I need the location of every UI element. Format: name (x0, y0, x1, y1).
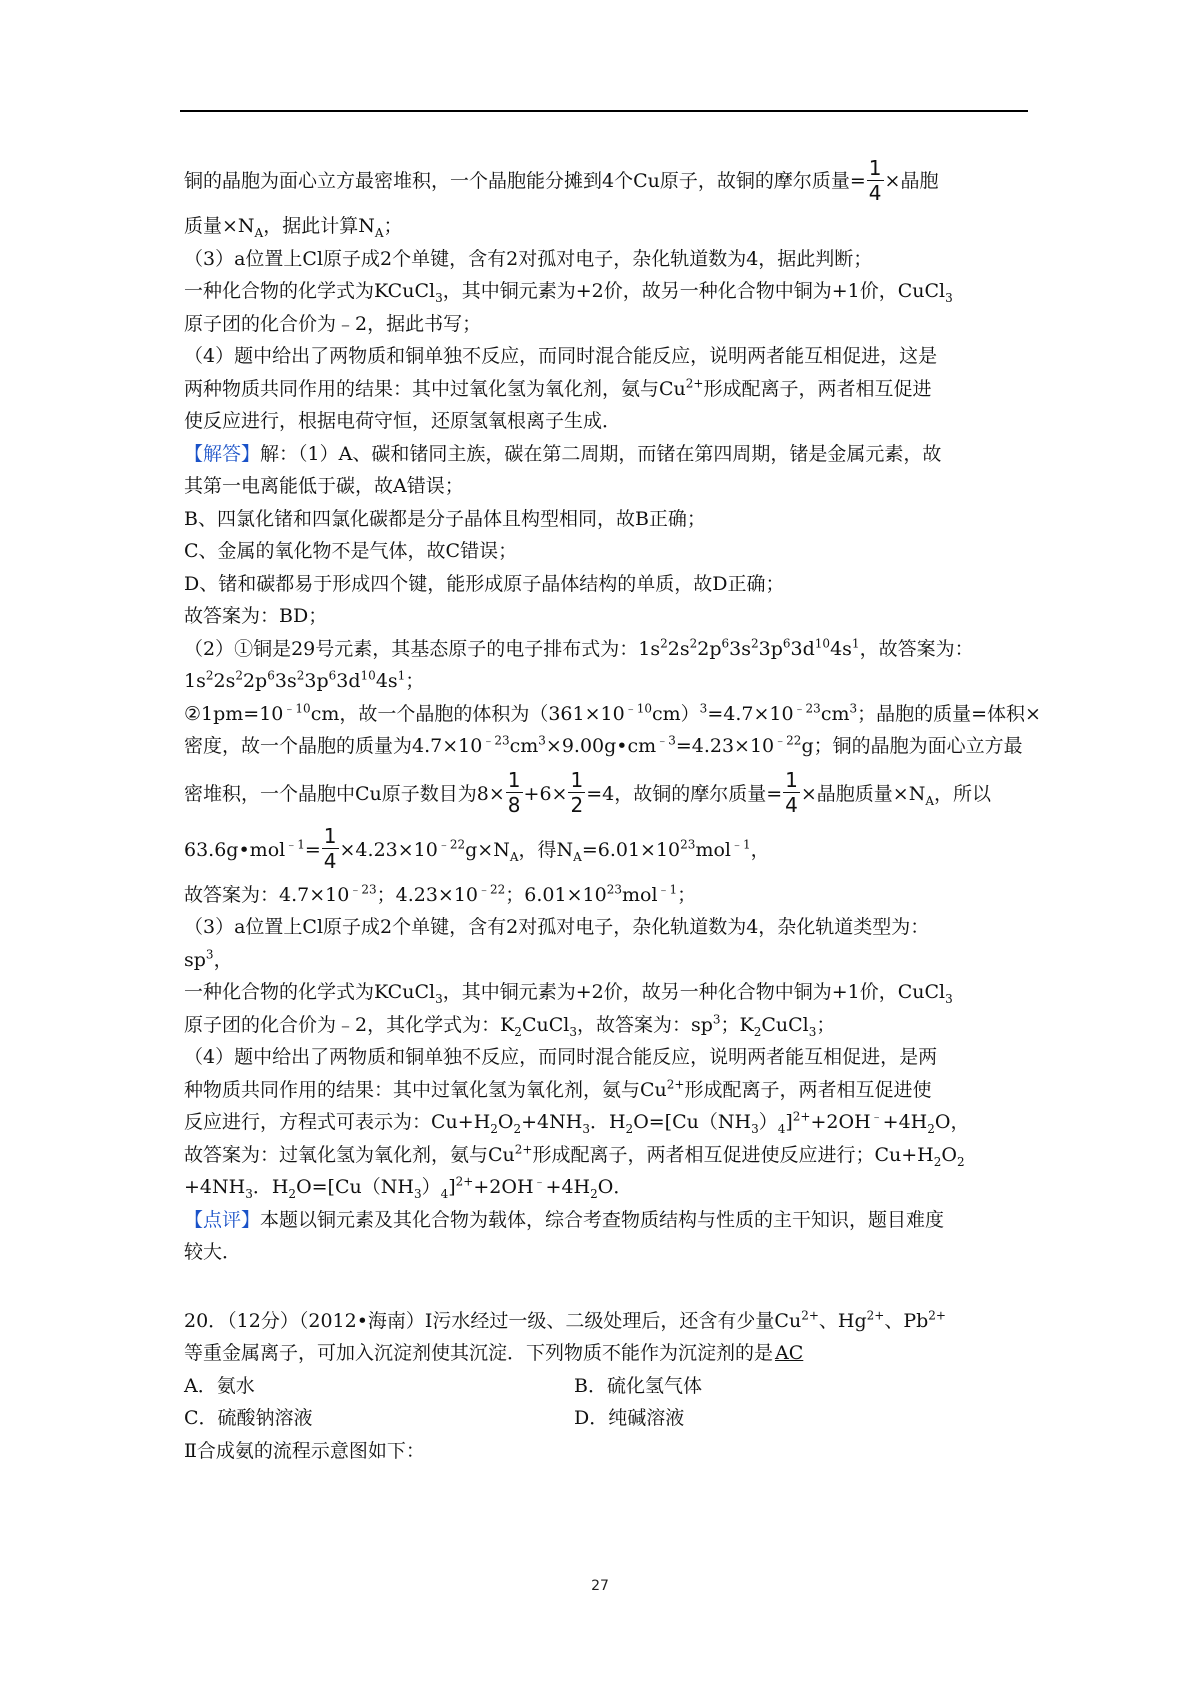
subscript: 2 (514, 1024, 522, 1039)
text-span: = (304, 838, 321, 861)
text-span: 一种化合物的化学式为KCuCl (184, 981, 436, 1003)
fraction-numerator: 1 (507, 768, 521, 792)
subscript: 3 (945, 991, 953, 1006)
text-span: ，故答案为： (859, 637, 974, 660)
superscript: 6 (328, 668, 337, 683)
superscript: 23 (606, 882, 622, 897)
text-span: O=[Cu（NH (296, 1176, 414, 1198)
question-part-2: Ⅱ合成氨的流程示意图如下： (184, 1439, 425, 1462)
text-span: C、金属的氧化物不是气体，故C错误； (184, 540, 518, 562)
text-line-l30 (184, 1171, 1030, 1204)
text-line-l21 (184, 879, 1030, 912)
subscript: A (509, 849, 519, 864)
text-span: +4NH (184, 1176, 246, 1198)
text-line-l16 (184, 665, 1030, 698)
text-span: 63.6g•mol (184, 838, 286, 861)
subscript: 2 (933, 1154, 942, 1169)
subscript: 2 (625, 1121, 634, 1136)
text-span: 2p (242, 670, 268, 692)
text-line-l22 (184, 911, 1030, 944)
text-span: ②1pm=10 (184, 702, 284, 725)
solution-text (184, 155, 1041, 1269)
superscript: ﹣10 (283, 701, 311, 716)
subscript: 2 (927, 1121, 935, 1136)
text-line-l05 (184, 308, 1030, 341)
text-span: +6× (523, 782, 568, 805)
text-span: ， (213, 948, 233, 971)
text-span: （2）①铜是29号元素，其基态原子的电子排布式为：1s (184, 637, 661, 660)
subscript: 3 (245, 1186, 253, 1201)
text-line-l25 (184, 1009, 1030, 1042)
fraction (867, 157, 884, 204)
superscript: 6 (782, 636, 791, 651)
subscript: 2 (753, 1024, 762, 1039)
text-span: g×N (465, 838, 510, 861)
text-span: ； (383, 215, 403, 237)
fraction-denominator: 4 (323, 849, 337, 873)
page-content (184, 150, 1041, 1467)
text-span: （4）题中给出了两物质和铜单独不反应，而同时混合能反应，说明两者能互相促进，是两 (184, 1046, 938, 1068)
text-span: ，故答案为：sp (576, 1013, 713, 1036)
superscript: ﹣22 (437, 837, 466, 852)
question-stem-line-1 (184, 1305, 1030, 1338)
subscript: A (573, 849, 582, 864)
fraction-denominator: 4 (868, 180, 882, 205)
option-c: C．硫酸钠溶液 (184, 1407, 313, 1429)
superscript: ﹣3 (656, 733, 676, 748)
text-span: O． (597, 1176, 633, 1198)
text-span: 20．（12分）（2012•海南）Ⅰ污水经过一级、二级处理后，还含有少量Cu (184, 1309, 802, 1332)
superscript: 3 (699, 701, 708, 716)
superscript: 6 (721, 636, 730, 651)
text-span: cm） (652, 702, 700, 725)
header-rule (180, 110, 1028, 112)
text-line-l19 (184, 769, 1030, 819)
text-span: 形成配离子，两者相互促进使反应进行；Cu+H (532, 1143, 934, 1166)
text-span: 、Pb (884, 1309, 929, 1332)
section-gap (184, 1269, 1030, 1305)
text-span: 一种化合物的化学式为KCuCl (184, 280, 436, 302)
text-span: 形成配离子，两者相互促进 (703, 377, 932, 400)
text-span: 种物质共同作用的结果：其中过氧化氢为氧化剂，氨与Cu (184, 1078, 667, 1101)
text-span: 本题以铜元素及其化合物为载体，综合考查物质结构与性质的主干知识，题目难度 (260, 1208, 945, 1231)
superscript: ﹣23 (793, 701, 821, 716)
text-span: ；K (720, 1013, 754, 1036)
text-line-l11 (184, 503, 1030, 536)
text-span: CuCl (521, 1013, 570, 1036)
text-line-l15 (184, 633, 1030, 666)
superscript: 2 (205, 668, 214, 683)
superscript: 2 (750, 636, 759, 651)
subscript: 2 (956, 1154, 965, 1169)
subscript: 2 (288, 1186, 297, 1201)
fraction-denominator: 8 (507, 793, 521, 817)
text-span: 故答案为：过氧化氢为氧化剂，氨与Cu (184, 1143, 515, 1166)
text-line-l27 (184, 1074, 1030, 1107)
text-span: O， (934, 1111, 970, 1133)
superscript: 2+ (866, 1308, 885, 1323)
text-span: ．H (252, 1176, 289, 1198)
text-span: 2s (213, 670, 236, 692)
text-span: ； (816, 1013, 836, 1036)
superscript: ﹣1 (285, 837, 305, 852)
superscript: ﹣10 (624, 701, 652, 716)
text-span: 2p (697, 637, 722, 660)
text-span: ，所以 (934, 782, 992, 805)
text-span: 3d (336, 670, 361, 692)
superscript: 2+ (685, 376, 704, 391)
text-span: 3d (790, 637, 815, 660)
text-span: 原子团的化合价为﹣2，据此书写； (184, 312, 482, 335)
superscript: ﹣1 (657, 882, 678, 897)
text-span: g；铜的晶胞为面心立方最 (801, 735, 1023, 757)
question-stem-line-2: 等重金属离子，可加入沉淀剂使其沉淀．下列物质不能作为沉淀剂的是 AC (184, 1342, 804, 1364)
fraction (322, 825, 339, 872)
text-line-l31 (184, 1204, 1030, 1237)
superscript: 1 (851, 636, 860, 651)
text-span: mol (695, 838, 731, 861)
superscript: 2+ (514, 1142, 533, 1157)
text-line-l24 (184, 976, 1030, 1009)
text-span: ×晶胞 (884, 170, 939, 192)
text-line-l23 (184, 944, 1030, 977)
superscript: 10 (360, 668, 376, 683)
superscript: 2+ (928, 1308, 946, 1323)
text-line-l32 (184, 1236, 1030, 1269)
text-span: 密度，故一个晶胞的质量为4.7×10 (184, 735, 483, 757)
text-span: +4NH (521, 1111, 583, 1133)
text-span: 反应进行，方程式可表示为：Cu+H (184, 1111, 491, 1133)
fraction-denominator: 2 (570, 793, 584, 817)
subscript: 2 (513, 1121, 522, 1136)
text-span: 质量×N (184, 215, 255, 237)
text-line-l02 (184, 210, 1030, 243)
text-span: 3s (729, 637, 751, 660)
text-line-l14 (184, 600, 1030, 633)
text-span: O (941, 1143, 957, 1166)
text-span: ； (405, 670, 425, 692)
subscript: 2 (490, 1121, 498, 1136)
text-line-l03 (184, 243, 1030, 276)
superscript: ﹣23 (482, 733, 510, 748)
superscript: 2+ (801, 1308, 819, 1323)
subscript: A (925, 793, 935, 808)
superscript: 2+ (455, 1174, 474, 1189)
fraction (506, 769, 523, 816)
fraction-denominator: 4 (785, 793, 798, 817)
text-span: 密堆积，一个晶胞中Cu原子数目为8× (184, 782, 505, 805)
text-line-l06 (184, 340, 1030, 373)
subscript: 3 (435, 991, 443, 1006)
text-span: =4.23×10 (675, 735, 775, 757)
text-line-l04 (184, 275, 1030, 308)
text-span: B、四氯化锗和四氯化碳都是分子晶体且构型相同，故B正确； (184, 507, 706, 530)
fraction-numerator: 1 (570, 768, 584, 792)
section-tag: 【点评】 (184, 1208, 261, 1231)
text-span: D、锗和碳都易于形成四个键，能形成原子晶体结构的单质，故D正确； (184, 572, 785, 595)
text-span: cm，故一个晶胞的体积为（361×10 (310, 702, 625, 725)
text-line-l12 (184, 535, 1030, 568)
superscript: 3 (205, 947, 214, 962)
text-span: ×4.23×10 (339, 838, 438, 861)
options-row-2 (184, 1402, 1030, 1435)
text-span: ；4.23×10 (376, 883, 479, 906)
text-span: 原子团的化合价为﹣2，其化学式为：K (184, 1013, 515, 1036)
text-line-l29 (184, 1139, 1030, 1172)
option-a: A．氨水 (184, 1374, 255, 1397)
superscript: 10 (814, 636, 831, 651)
text-span: 2s (667, 637, 690, 660)
text-line-l17 (184, 698, 1041, 731)
text-span: +4H (882, 1111, 928, 1133)
text-span: 3p (758, 637, 783, 660)
options-row-1 (184, 1370, 1030, 1403)
superscript: ﹣ (870, 1109, 883, 1124)
superscript: 2 (235, 668, 243, 683)
superscript: 3 (712, 1012, 721, 1027)
text-line-l26 (184, 1041, 1030, 1074)
text-span: 1s (184, 670, 206, 692)
text-span: cm (820, 702, 850, 725)
text-line-l09 (184, 438, 1030, 471)
superscript: ﹣22 (478, 882, 506, 897)
subscript: 3 (569, 1024, 577, 1039)
text-span: ] (785, 1111, 793, 1133)
text-span: 4s (830, 637, 852, 660)
subscript: 3 (808, 1024, 817, 1039)
text-span: O (497, 1111, 514, 1133)
text-span: ，其中铜元素为+2价，故另一种化合物中铜为+1价，CuCl (442, 280, 946, 302)
fraction-numerator: 1 (323, 824, 337, 848)
fraction (568, 769, 585, 816)
text-span: =4.7×10 (707, 702, 794, 725)
fraction-numerator: 1 (868, 155, 882, 180)
text-span: 故答案为：4.7×10 (184, 883, 350, 906)
text-span: 形成配离子，两者相互促进使 (684, 1078, 932, 1101)
subscript: 3 (945, 290, 953, 305)
text-span: ） (758, 1111, 778, 1133)
superscript: ﹣ (533, 1174, 546, 1189)
text-span: ] (448, 1176, 456, 1198)
text-span: ） (421, 1176, 441, 1198)
superscript: ﹣23 (349, 882, 377, 897)
text-span: CuCl (761, 1013, 809, 1036)
section-tag: 【解答】 (184, 442, 261, 465)
text-span: ；晶胞的质量=体积× (857, 702, 1041, 725)
text-span: +4H (545, 1176, 591, 1198)
text-span: ； (677, 883, 697, 906)
text-span: 使反应进行，根据电荷守恒，还原氢氧根离子生成． (184, 410, 622, 432)
option-b: B．硫化氢气体 (574, 1374, 702, 1397)
text-span: ， (750, 838, 770, 861)
text-span: （3）a位置上Cl原子成2个单键，含有2对孤对电子，杂化轨道数为4，据此判断； (184, 247, 873, 270)
text-span: ，得N (518, 838, 574, 861)
text-line-l13 (184, 568, 1030, 601)
text-span: mol (621, 883, 658, 906)
subscript: A (374, 225, 384, 240)
superscript: 2+ (666, 1077, 685, 1092)
fraction (783, 769, 800, 816)
text-line-l07 (184, 373, 1030, 406)
subscript: 2 (590, 1186, 598, 1201)
superscript: ﹣22 (774, 733, 802, 748)
text-span: 4s (375, 670, 398, 692)
text-span: 故答案为：BD； (184, 605, 328, 627)
text-span: sp (184, 948, 206, 971)
text-span: （4）题中给出了两物质和铜单独不反应，而同时混合能反应，说明两者能互相促进，这是 (184, 345, 938, 367)
text-span: ；6.01×10 (505, 883, 607, 906)
superscript: 2 (660, 636, 668, 651)
subscript: 3 (751, 1121, 759, 1136)
superscript: 23 (680, 837, 696, 852)
superscript: 2 (296, 668, 305, 683)
text-line-l28 (184, 1106, 1030, 1139)
subscript: 4 (777, 1121, 786, 1136)
text-span: ，据此计算N (263, 215, 375, 237)
text-span: 、Hg (818, 1309, 867, 1332)
text-span: 较大． (184, 1241, 242, 1263)
text-line-l18 (184, 730, 1030, 763)
text-span: （3）a位置上Cl原子成2个单键，含有2对孤对电子，杂化轨道数为4，杂化轨道类型为： (184, 916, 930, 938)
question-20 (184, 1305, 1030, 1468)
text-span: ，其中铜元素为+2价，故另一种化合物中铜为+1价，CuCl (442, 981, 946, 1003)
text-span: =4，故铜的摩尔质量= (586, 782, 783, 805)
superscript: 1 (397, 668, 406, 683)
text-span: 3p (304, 670, 329, 692)
subscript: 4 (440, 1186, 449, 1201)
subscript: 3 (582, 1121, 590, 1136)
text-line-l20 (184, 825, 1030, 875)
subscript: A (254, 225, 264, 240)
superscript: 2+ (792, 1109, 811, 1124)
text-span: ×晶胞质量×N (800, 782, 926, 805)
text-span: cm (509, 735, 539, 757)
text-line-l08 (184, 405, 1030, 438)
text-span: +2OH (810, 1111, 871, 1133)
text-span: ×9.00g•cm (545, 735, 657, 757)
superscript: ﹣1 (730, 837, 751, 852)
option-d: D．纯碱溶液 (574, 1407, 685, 1429)
text-span: 两种物质共同作用的结果：其中过氧化氢为氧化剂，氨与Cu (184, 377, 686, 400)
subscript: 3 (413, 1186, 422, 1201)
answer-blank: AC (775, 1342, 804, 1364)
text-span: +2OH (473, 1176, 534, 1198)
page-number: 27 (591, 1578, 609, 1594)
text-span: 铜的晶胞为面心立方最密堆积，一个晶胞能分摊到4个Cu原子，故铜的摩尔质量= (184, 170, 866, 192)
text-span: 3s (274, 670, 297, 692)
superscript: 3 (849, 701, 858, 716)
text-line-l10 (184, 470, 1030, 503)
text-span: 解：（1）A、碳和锗同主族，碳在第二周期，而锗在第四周期，锗是金属元素，故 (260, 442, 942, 465)
text-span: O=[Cu（NH (633, 1111, 752, 1133)
text-span: ．H (589, 1111, 626, 1133)
superscript: 2 (689, 636, 698, 651)
subscript: 3 (435, 290, 443, 305)
fraction-numerator: 1 (785, 768, 798, 792)
text-line-l01 (184, 156, 1030, 206)
superscript: 6 (267, 668, 275, 683)
superscript: 3 (538, 733, 546, 748)
text-span: 其第一电离能低于碳，故A错误； (184, 475, 464, 497)
text-span: =6.01×10 (581, 838, 681, 861)
